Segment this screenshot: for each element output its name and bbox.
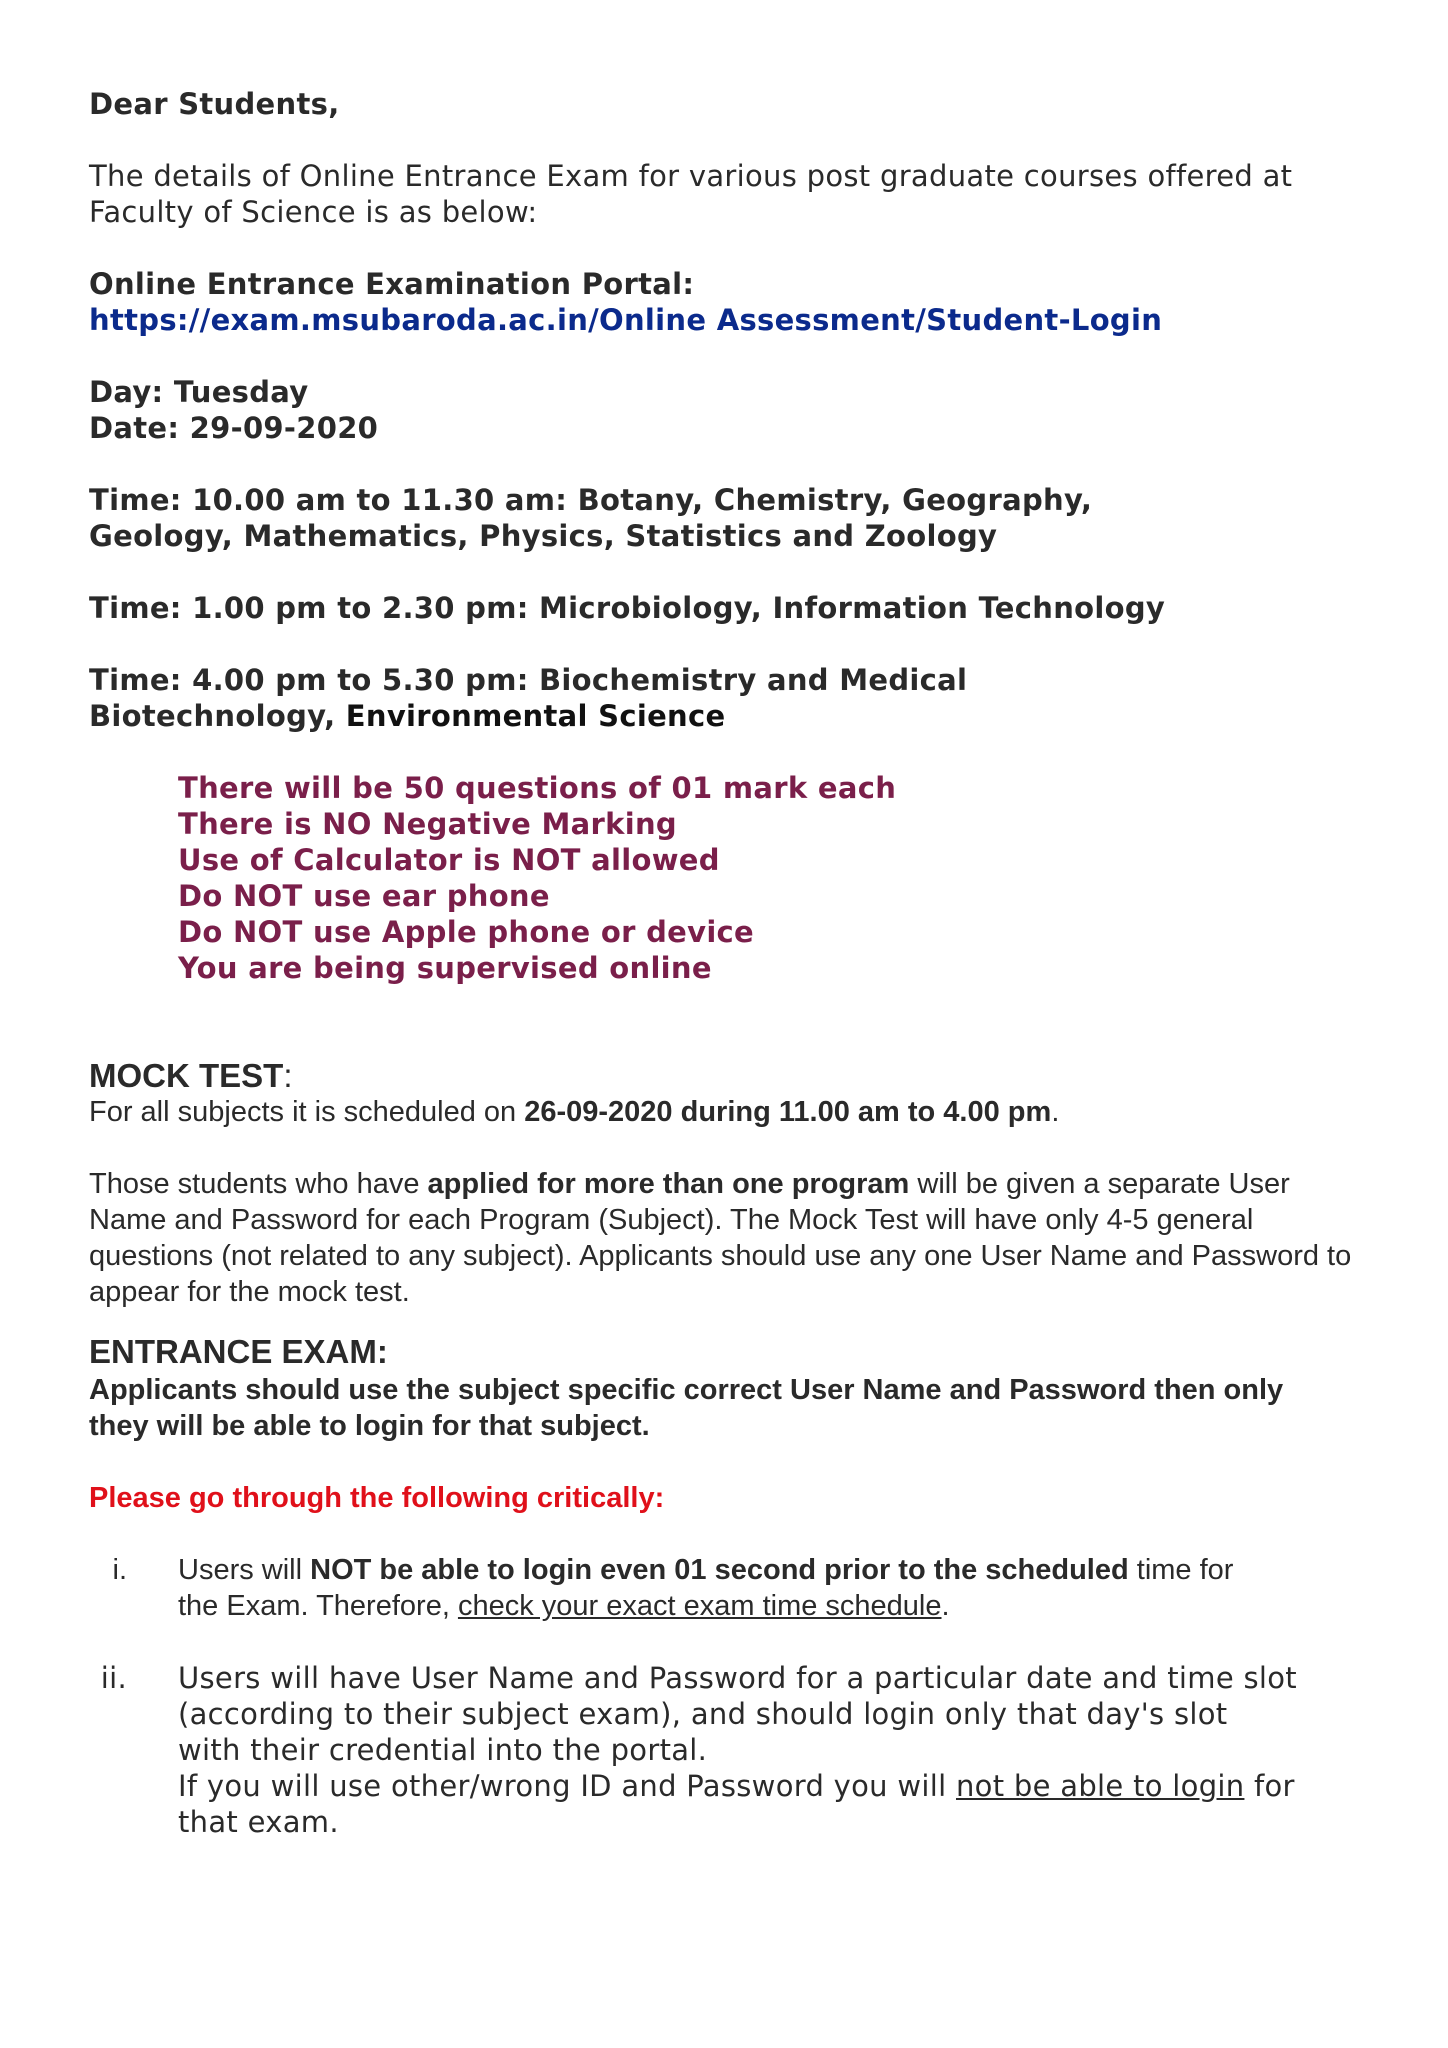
- instruction-text: If you will use other/wrong ID and Password you will: [178, 1769, 956, 1803]
- mock-test-para-bold: applied for more than one program: [427, 1168, 910, 1200]
- instruction-text: for: [1244, 1769, 1295, 1803]
- time-slot-text: Biotechnology,: [89, 699, 346, 733]
- entrance-exam-line: Applicants should use the subject specific correct User Name and Password then only: [89, 1374, 1284, 1406]
- exam-date: Date: 29-09-2020: [89, 411, 379, 445]
- instruction-line: [178, 1552, 1379, 1588]
- intro-line: Faculty of Science is as below:: [89, 195, 538, 229]
- time-slot-2: Time: 1.00 pm to 2.30 pm: Microbiology, Information Technology: [89, 591, 1166, 625]
- instruction-line: Users will have User Name and Password for a particular date and time slot: [178, 1661, 1297, 1695]
- mock-test-para-line: Name and Password for each Program (Subject). The Mock Test will have only 4-5 general: [89, 1204, 1254, 1236]
- time-slot-line: [89, 698, 1379, 734]
- mock-test-text: For all subjects it is scheduled on: [89, 1096, 525, 1128]
- rule-item: There will be 50 questions of 01 mark each: [178, 771, 897, 805]
- instruction-item: [89, 1660, 1379, 1840]
- mock-test-heading-text: MOCK TEST: [89, 1057, 284, 1094]
- exam-day-date: [89, 374, 1379, 446]
- entrance-exam-heading: ENTRANCE EXAM:: [89, 1333, 388, 1370]
- rule-item: Do NOT use Apple phone or device: [178, 915, 755, 949]
- entrance-exam-note: [89, 1372, 1379, 1444]
- instruction-line: with their credential into the portal.: [178, 1733, 708, 1767]
- instruction-text: .: [941, 1590, 950, 1622]
- exam-notice: [89, 86, 1379, 1840]
- mock-test-paragraph: [89, 1166, 1379, 1310]
- rule-item: Do NOT use ear phone: [178, 879, 550, 913]
- instruction-number: i.: [112, 1554, 127, 1586]
- mock-test-schedule: [89, 1094, 1379, 1130]
- portal-label: Online Entrance Examination Portal:: [89, 267, 695, 301]
- time-slot-1: [89, 482, 1379, 554]
- mock-test-para-text: will be given a separate User: [909, 1168, 1290, 1200]
- instruction-line: (according to their subject exam), and should login only that day's slot: [178, 1697, 1228, 1731]
- instruction-item: [89, 1552, 1379, 1624]
- time-slot-line: Time: 4.00 pm to 5.30 pm: Biochemistry and Medical: [89, 663, 968, 697]
- mock-test-heading-colon: :: [283, 1057, 293, 1094]
- exam-day: Day: Tuesday: [89, 375, 309, 409]
- instruction-underline: not be able to login: [956, 1769, 1245, 1803]
- rule-item: You are being supervised online: [178, 951, 712, 985]
- instruction-underline: check your exact exam time schedule: [457, 1590, 942, 1622]
- rule-item: Use of Calculator is NOT allowed: [178, 843, 720, 877]
- exam-rules-list: [178, 770, 1379, 986]
- instruction-line: that exam.: [178, 1805, 339, 1839]
- entrance-exam-line: they will be able to login for that subject.: [89, 1410, 650, 1442]
- mock-test-heading: [89, 1058, 1379, 1094]
- mock-test-text: .: [1051, 1096, 1060, 1128]
- critical-note: Please go through the following critically:: [89, 1482, 665, 1514]
- intro-paragraph: [89, 158, 1379, 230]
- time-slot-3: [89, 662, 1379, 734]
- intro-line: The details of Online Entrance Exam for various post graduate courses offered at: [89, 159, 1293, 193]
- instruction-number: ii.: [100, 1661, 127, 1695]
- instruction-text: time for: [1128, 1554, 1234, 1586]
- portal-link[interactable]: https://exam.msubaroda.ac.in/Online Assessment/Student-Login: [89, 303, 1163, 337]
- instruction-text: Users will: [178, 1554, 311, 1586]
- time-slot-line: Geology, Mathematics, Physics, Statistics and Zoology: [89, 519, 998, 553]
- instruction-line: [178, 1588, 1379, 1624]
- mock-test-para-line: [89, 1166, 1379, 1202]
- greeting: Dear Students,: [89, 87, 340, 121]
- time-slot-text: Environmental Science: [345, 699, 726, 733]
- rule-item: There is NO Negative Marking: [178, 807, 677, 841]
- instruction-text: the Exam. Therefore,: [178, 1590, 458, 1622]
- portal-block: [89, 266, 1379, 338]
- time-slot-line: Time: 10.00 am to 11.30 am: Botany, Chemistry, Geography,: [89, 483, 1093, 517]
- mock-test-para-line: questions (not related to any subject). Applicants should use any one User Name and Password to: [89, 1240, 1352, 1272]
- mock-test-para-line: appear for the mock test.: [89, 1276, 410, 1308]
- mock-test-date-time: 26-09-2020 during 11.00 am to 4.00 pm: [524, 1096, 1052, 1128]
- instruction-bold: NOT be able to login even 01 second prior to the scheduled: [310, 1554, 1129, 1586]
- mock-test-para-text: Those students who have: [89, 1168, 428, 1200]
- instruction-line: [178, 1768, 1379, 1804]
